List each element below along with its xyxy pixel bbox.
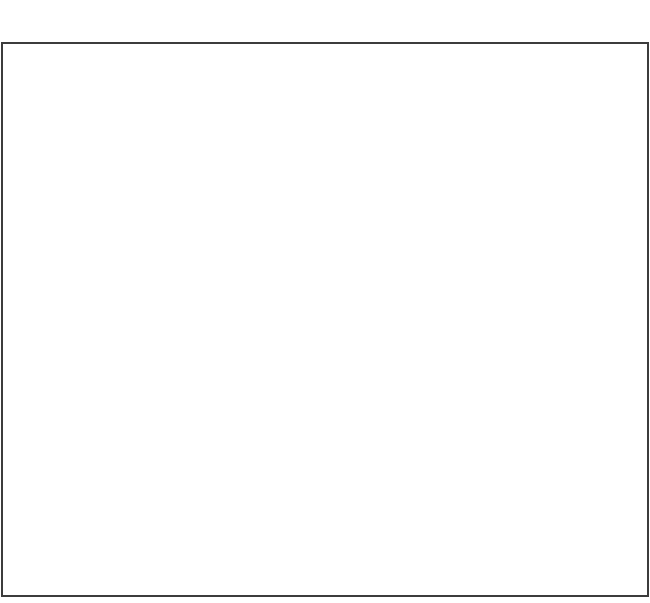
version-note: [540, 13, 650, 25]
version-label: [548, 1, 648, 13]
weekday-header: [2, 25, 648, 42]
page-title: [105, 1, 543, 25]
calendar-grid: [1, 42, 649, 597]
